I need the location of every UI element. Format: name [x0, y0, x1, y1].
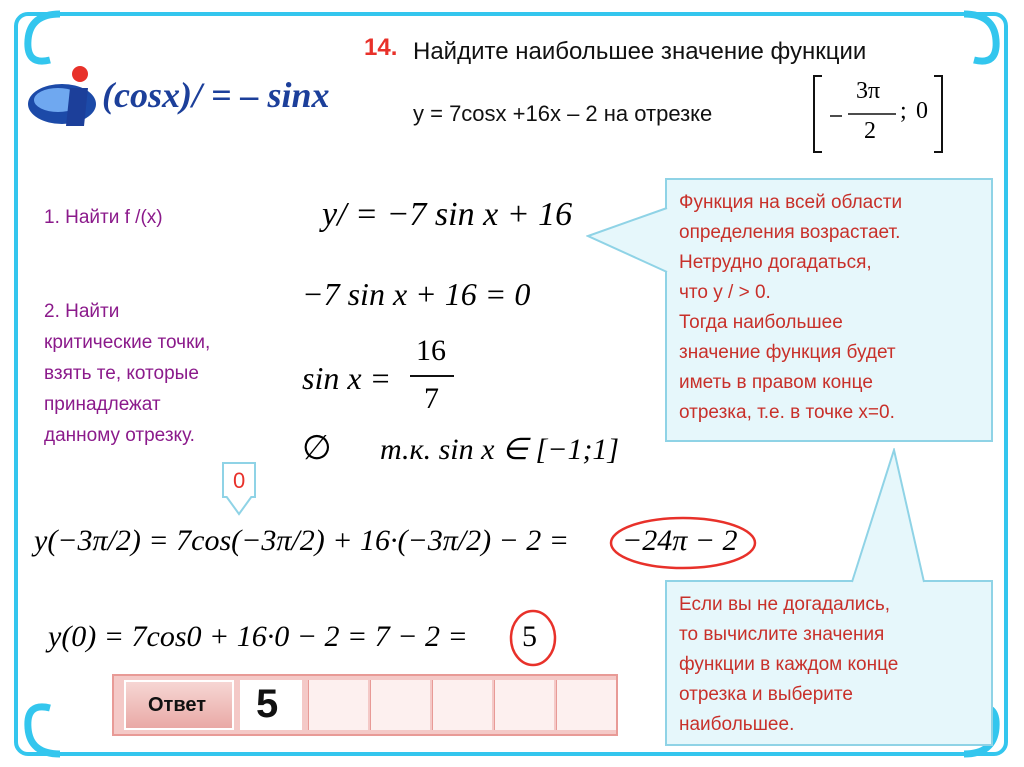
- hint-top-line: иметь в правом конце: [679, 372, 873, 393]
- hint-callout-bottom: [665, 580, 993, 746]
- interval: [812, 74, 944, 154]
- cos-zero-badge: [222, 462, 256, 498]
- info-icon: [22, 60, 104, 132]
- hint-top-line: Нетрудно догадаться,: [679, 252, 872, 273]
- answer-value-cell: [240, 680, 302, 730]
- empty-set-symbol: ∅: [302, 430, 332, 467]
- hint-bottom-line: Если вы не догадались,: [679, 594, 891, 615]
- answer-cell: [556, 680, 616, 730]
- hint-bottom-line: отрезка и выберите: [679, 684, 853, 705]
- eval-left-end: y(−3π/2) = 7cos(−3π/2) + 16·(−3π/2) − 2 =: [34, 524, 570, 557]
- hint-top-pointer: [586, 206, 670, 276]
- eval-left-result: −24π − 2: [622, 524, 738, 557]
- hint-top-line: что y / > 0.: [679, 282, 771, 303]
- sin-numerator: 16: [416, 334, 446, 367]
- logo-formula: (cosx)/ = – sinx: [102, 75, 330, 115]
- step-2-line: данному отрезку.: [44, 425, 195, 446]
- hint-bottom-line: функции в каждом конце: [679, 654, 899, 675]
- critical-equation: −7 sin x + 16 = 0: [302, 276, 531, 312]
- step-2: [44, 296, 210, 451]
- task-function: y = 7cosx +16x – 2 на отрезке: [413, 101, 713, 126]
- answer-cell: [370, 680, 430, 730]
- step-2-line: 2. Найти: [44, 301, 120, 322]
- info-logo: [22, 60, 104, 132]
- hint-bottom-pointer: [848, 448, 928, 584]
- answer-cell: [432, 680, 492, 730]
- sin-fraction-bar: [410, 375, 454, 377]
- hint-top-line: Тогда наибольшее: [679, 312, 843, 333]
- eval-right-circle: [508, 608, 558, 668]
- step-2-line: принадлежат: [44, 394, 161, 415]
- interval-denominator: 2: [864, 118, 876, 144]
- hint-top-line: значение функция будет: [679, 342, 896, 363]
- eval-right-result: 5: [522, 620, 537, 653]
- corner-curl-top-right: [964, 14, 996, 61]
- interval-numerator: 3π: [856, 78, 881, 104]
- hint-callout-top: [665, 178, 993, 442]
- interval-end: 0: [916, 98, 928, 124]
- derivative-formula: y/ = −7 sin x + 16: [322, 196, 573, 233]
- answer-value: 5: [256, 682, 279, 726]
- answer-cell: [308, 680, 368, 730]
- answer-label-box: [124, 680, 234, 730]
- cos-zero-value: 0: [233, 468, 246, 493]
- eval-left-circle: [608, 514, 758, 572]
- hint-top-line: Функция на всей области: [679, 192, 903, 213]
- answer-cell: [494, 680, 554, 730]
- hint-top-line: отрезка, т.е. в точке x=0.: [679, 402, 895, 423]
- corner-curl-bottom-left: [28, 707, 60, 754]
- task-title: Найдите наибольшее значение функции: [413, 38, 867, 65]
- hint-top-line: определения возрастает.: [679, 222, 901, 243]
- badge-pointer: [224, 496, 254, 516]
- step-2-line: критические точки,: [44, 332, 211, 353]
- sin-lhs: sin x =: [302, 360, 392, 396]
- eval-right-end: y(0) = 7cos0 + 16·0 − 2 = 7 − 2 =: [48, 620, 468, 653]
- step-1: 1. Найти f /(x): [44, 207, 163, 228]
- answer-label: Ответ: [148, 694, 207, 716]
- range-reason: т.к. sin x ∈ [−1;1]: [380, 433, 620, 466]
- hint-bottom-line: то вычислите значения: [679, 624, 885, 645]
- interval-separator: ;: [900, 98, 907, 124]
- task-number: 14.: [364, 34, 398, 61]
- hint-bottom-line: наибольшее.: [679, 714, 795, 735]
- sin-denominator: 7: [424, 382, 439, 415]
- corner-curl-top-left: [28, 14, 60, 61]
- step-2-line: взять те, которые: [44, 363, 199, 384]
